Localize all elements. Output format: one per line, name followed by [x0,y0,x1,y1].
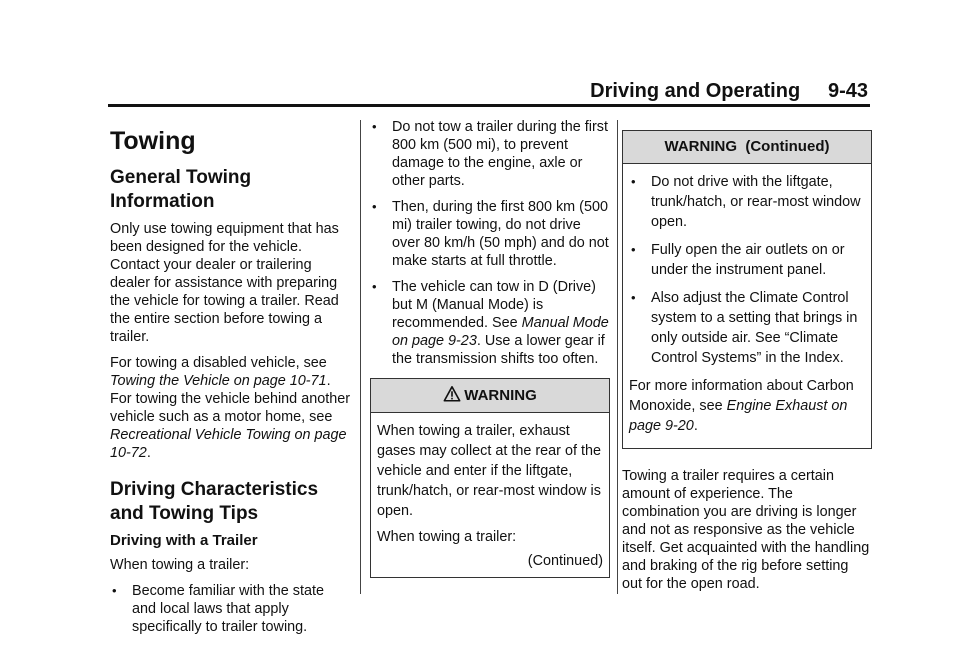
list-item [110,582,350,636]
link-recreational-towing: Recreational Vehicle Towing on page 10-72 [110,427,347,461]
link-manual-mode: Manual Mode on page 9-23 [392,315,609,349]
text: . [693,418,698,434]
heading-general-towing: General Towing Information [110,167,252,212]
paragraph-towing-references [110,354,350,462]
column-3 [622,118,872,601]
column-2 [370,118,610,578]
list-item-text: Do not drive with the liftgate, trunk/hatch, or rear-most window open. [651,174,861,230]
warning-paragraph: When towing a trailer, exhaust gases may collect at the rear of the vehicle and enter if the liftgate, trunk/hatch, or rear-most window is open. [377,423,601,519]
bullet-icon: • [372,199,377,214]
bullet-icon: • [631,174,636,189]
column-divider-1 [360,120,361,594]
header-rule [108,104,870,107]
link-towing-vehicle: Towing the Vehicle on page 10-71 [110,373,327,389]
bullet-list [629,172,865,368]
list-item [629,240,865,280]
warning-title: WARNING [464,387,537,404]
warning-icon [443,385,461,403]
warning-paragraph: When towing a trailer: [377,529,517,545]
paragraph-experience: Towing a trailer requires a certain amount of experience. The combination you are driving is longer and not as responsive as the vehicle itself. Get acquainted with the handling and braking of the rig before setting out for the open road. [622,468,870,592]
list-item-text: . Use a lower gear if the transmission shifts too often. [392,333,605,367]
warning-paragraph [629,376,865,436]
paragraph-when-towing: When towing a trailer: [110,557,250,573]
heading-driving-characteristics: Driving Characteristics and Towing Tips [110,479,319,524]
column-1 [110,118,350,644]
list-item [370,278,610,368]
column-divider-2 [617,120,618,594]
warning-header: WARNING (Continued) [623,131,871,164]
list-item [370,198,610,270]
warning-body [371,413,609,577]
list-item [629,288,865,368]
list-item-text: Also adjust the Climate Control system to a setting that brings in only outside air. See “Climate Control Systems” in the Index. [651,290,858,366]
bullet-icon: • [631,290,636,305]
warning-header [371,379,609,413]
warning-box-continued [622,130,872,449]
list-item-text: Do not tow a trailer during the first 800 km (500 mi), to prevent damage to the engine, axle or other parts. [392,119,608,189]
link-engine-exhaust: Engine Exhaust on page 9-20 [629,398,848,434]
paragraph-equipment: Only use towing equipment that has been designed for the vehicle. Contact your dealer or trailering dealer for assistance with preparing the vehicle for towing a trailer. Read the entire section before towing a trailer. [110,221,339,345]
bullet-icon: • [631,242,636,257]
list-item [370,118,610,190]
list-item [629,172,865,232]
bullet-icon: • [372,279,377,294]
list-item-text: Become familiar with the state and local laws that apply specifically to trailer towing. [132,583,324,635]
bullet-icon: • [372,119,377,134]
section-title-towing: Towing [110,127,196,155]
list-item-text: Then, during the first 800 km (500 mi) trailer towing, do not drive over 80 km/h (50 mph) and do not make starts at full throttle. [392,199,609,269]
warning-body [623,164,871,448]
warning-box [370,378,610,578]
list-item-text: The vehicle can tow in D (Drive) but M (Manual Mode) is recommended. See [392,279,596,331]
list-item-text: Fully open the air outlets on or under the instrument panel. [651,242,845,278]
heading-driving-with-trailer: Driving with a Trailer [110,532,258,549]
page-header-title: Driving and Operating 9-43 [590,80,868,102]
bullet-icon: • [112,583,117,598]
bullet-list [110,582,350,636]
text: For towing a disabled vehicle, see [110,355,327,371]
text: . [146,445,151,461]
bullet-list [370,118,610,368]
continued-label: (Continued) [527,553,603,569]
text: . For towing the vehicle behind another vehicle such as a motor home, see [110,373,350,425]
page-header [108,80,868,106]
text: For more information about Carbon Monoxide, see [629,378,854,414]
